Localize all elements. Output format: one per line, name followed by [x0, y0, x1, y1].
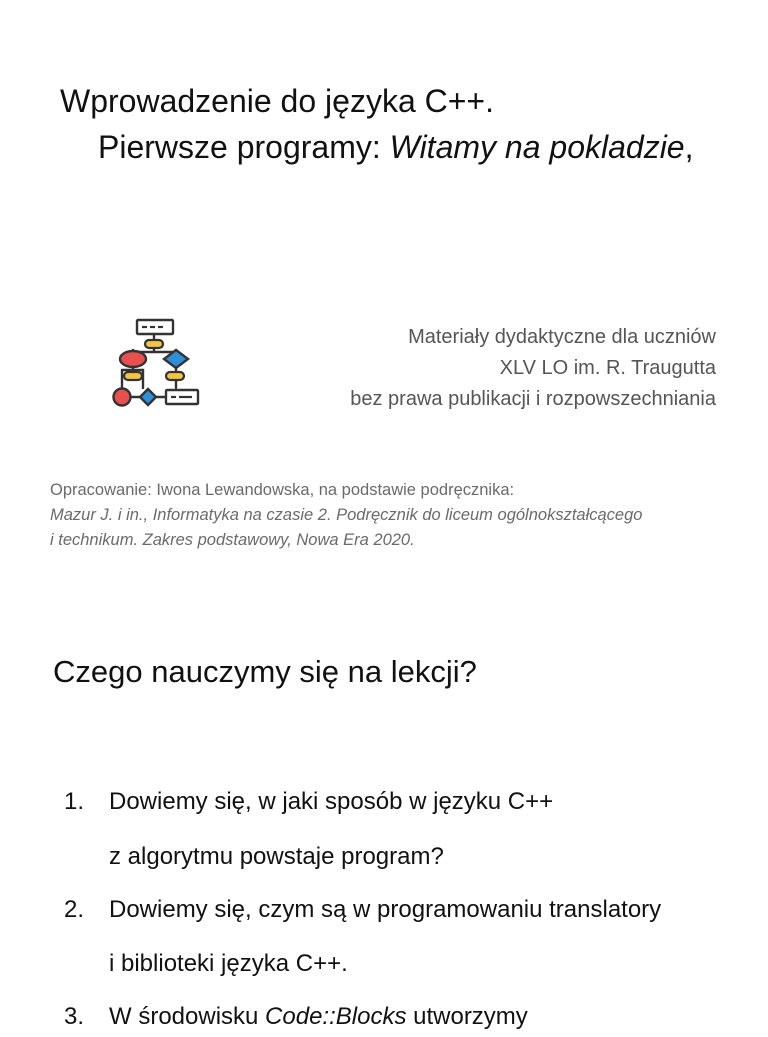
materials-line3: bez prawa publikacji i rozpowszechniania — [350, 388, 716, 410]
title-suffix: , — [684, 129, 694, 165]
list-item-continuation: z algorytmu powstaje program? — [109, 843, 444, 870]
title-prefix: Pierwsze programy: — [98, 129, 390, 165]
credits-line3: i technikum. Zakres podstawowy, Nowa Era 2020. — [50, 531, 415, 549]
materials-line2: XLV LO im. R. Traugutta — [499, 357, 716, 379]
flowchart-icon — [104, 316, 204, 412]
page-title-line2 — [98, 127, 693, 167]
materials-line1: Materiały dydaktyczne dla uczniów — [408, 326, 716, 348]
section-title: Czego nauczymy się na lekcji? — [53, 654, 477, 689]
credits — [50, 478, 642, 553]
list-item-continuation: i biblioteki języka C++. — [109, 950, 348, 977]
credits-line2: Mazur J. i in., Informatyka na czasie 2. Podręcznik do liceum ogólnokształcącego — [50, 506, 643, 524]
list-item-number: 2. — [64, 896, 85, 923]
list-item-text: Dowiemy się, czym są w programowaniu translatory — [109, 896, 662, 923]
list-item-number: 1. — [64, 788, 85, 815]
list-item-text — [109, 997, 528, 1037]
materials-note — [350, 322, 716, 415]
list-item-text: Dowiemy się, w jaki sposób w języku C++ — [109, 788, 554, 815]
page-title-line1: Wprowadzenie do języka C++. — [60, 83, 494, 119]
list-item-text-suffix: utworzymy — [406, 1003, 528, 1030]
credits-line1: Opracowanie: Iwona Lewandowska, na podstawie podręcznika: — [50, 481, 515, 499]
title-italic: Witamy na pokladzie — [389, 129, 685, 165]
list-item-text-italic: Code::Blocks — [265, 1003, 407, 1030]
list-item-text-prefix: W środowisku — [109, 1003, 266, 1030]
list-item-number: 3. — [64, 1003, 85, 1030]
